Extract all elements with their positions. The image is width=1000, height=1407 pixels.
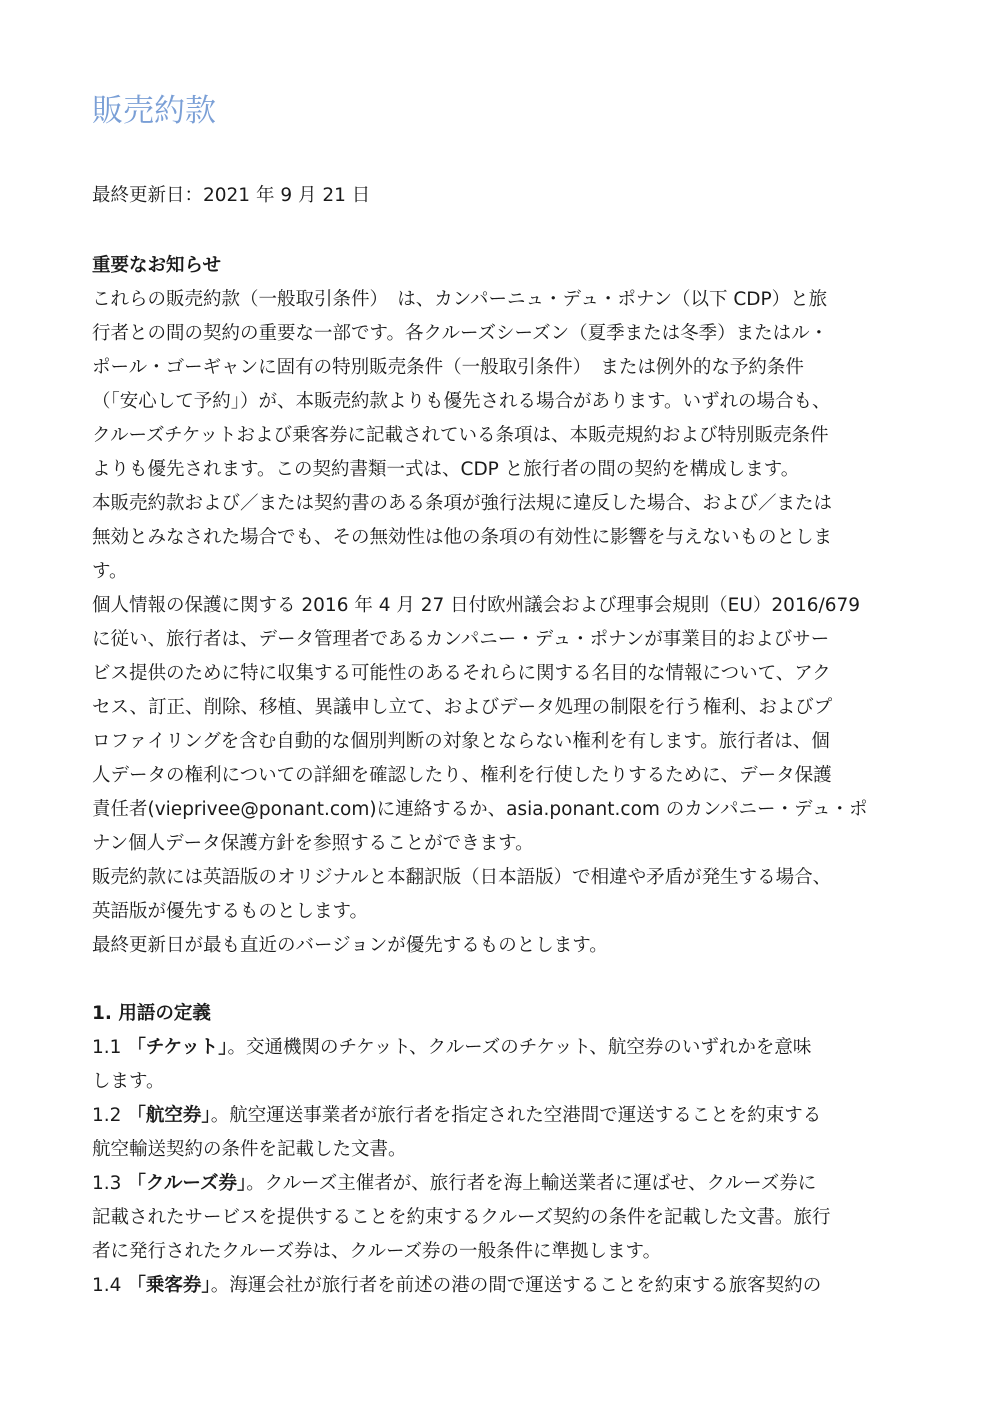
notice-paragraph [92, 861, 922, 929]
notice-heading: 重要なお知らせ [92, 255, 221, 276]
text-line: セス、訂正、削除、移植、異議申し立て、およびデータ処理の制限を行う権利、およびプ [92, 697, 833, 718]
definition-number: 1.2 [92, 1105, 122, 1126]
text-line [92, 1167, 922, 1201]
text-line: 無効とみなされた場合でも、その無効性は他の条項の有効性に影響を与えないものとしま [92, 527, 833, 548]
text-line: 本販売約款および／または契約書のある条項が強行法規に違反した場合、および／または [92, 493, 833, 514]
text-line: ビス提供のために特に収集する可能性のあるそれらに関する名目的な情報について、アク [92, 663, 831, 684]
definition-text: 。海運会社が旅行者を前述の港の間で運送することを約束する旅客契約の [210, 1275, 822, 1296]
text-line: 人データの権利についての詳細を確認したり、権利を行使したりするために、データ保護 [92, 765, 832, 786]
notice-paragraph [92, 487, 922, 589]
text-line: ナン個人データ保護方針を参照することができます。 [92, 833, 534, 854]
definition-term: 「クルーズ券」 [127, 1173, 247, 1194]
definition-number: 1.3 [92, 1173, 122, 1194]
definition-number: 1.4 [92, 1275, 122, 1296]
text-line: 行者との間の契約の重要な一部です。各クルーズシーズン（夏季または冬季）またはル・ [92, 323, 829, 344]
text-line: す。 [92, 561, 128, 582]
definition-item [92, 1269, 922, 1303]
text-line: 最終更新日が最も直近のバージョンが優先するものとします。 [92, 935, 608, 956]
text-line: （「安心して予約」）が、本販売約款よりも優先される場合があります。いずれの場合も、 [92, 391, 831, 412]
definition-text: 。交通機関のチケット、クルーズのチケット、航空券のいずれかを意味 [227, 1037, 812, 1058]
definition-text: 。クルーズ主催者が、旅行者を海上輸送業者に運ばせ、クルーズ券に [246, 1173, 817, 1194]
text-line: します。 [92, 1071, 165, 1092]
last-updated-date: 最終更新日：2021 年 9 月 21 日 [92, 185, 371, 206]
text-line: これらの販売約款（一般取引条件） は、カンパーニュ・デュ・ポナン（以下 CDP）と旅 [92, 289, 828, 310]
definition-term: 「航空券」 [127, 1105, 211, 1126]
definition-term: 「チケット」 [127, 1037, 228, 1058]
definition-term: 「乗客券」 [127, 1275, 211, 1296]
definition-text: 。航空運送事業者が旅行者を指定された空港間で運送することを約束する [210, 1105, 822, 1126]
text-line: 者に発行されたクルーズ券は、クルーズ券の一般条件に準拠します。 [92, 1241, 662, 1262]
notice-paragraph [92, 589, 922, 861]
text-line [92, 1099, 922, 1133]
notice-paragraph [92, 283, 922, 487]
text-line [92, 1269, 922, 1303]
definition-number: 1.1 [92, 1037, 122, 1058]
text-line [92, 1031, 922, 1065]
section-heading: 1. 用語の定義 [92, 1003, 211, 1024]
text-line: に従い、旅行者は、データ管理者であるカンパニー・デュ・ポナンが事業目的およびサー [92, 629, 830, 650]
document-body [92, 249, 922, 1303]
definition-item [92, 1167, 922, 1269]
text-line: 英語版が優先するものとします。 [92, 901, 369, 922]
notice-paragraph [92, 929, 922, 963]
text-line: クルーズチケットおよび乗客券に記載されている条項は、本販売規約および特別販売条件 [92, 425, 829, 446]
definition-item [92, 1031, 922, 1099]
text-line: ポール・ゴーギャンに固有の特別販売条件（一般取引条件） または例外的な予約条件 [92, 357, 804, 378]
section-spacer [92, 963, 922, 997]
text-line: 航空輸送契約の条件を記載した文書。 [92, 1139, 407, 1160]
text-line: 販売約款には英語版のオリジナルと本翻訳版（日本語版）で相違や矛盾が発生する場合、 [92, 867, 832, 888]
text-line: 個人情報の保護に関する 2016 年 4 月 27 日付欧州議会および理事会規則（EU）2016/679 [92, 595, 861, 616]
text-line: 記載されたサービスを提供することを約束するクルーズ契約の条件を記載した文書。旅行 [92, 1207, 831, 1228]
definition-item [92, 1099, 922, 1167]
text-line: ロファイリングを含む自動的な個別判断の対象とならない権利を有します。旅行者は、個 [92, 731, 830, 752]
text-line: よりも優先されます。この契約書類一式は、CDP と旅行者の間の契約を構成します。 [92, 459, 800, 480]
document-title: 販売約款 [92, 93, 216, 129]
text-line: 責任者(vieprivee@ponant.com)に連絡するか、asia.ponant.com のカンパニー・デュ・ポ [92, 799, 868, 820]
